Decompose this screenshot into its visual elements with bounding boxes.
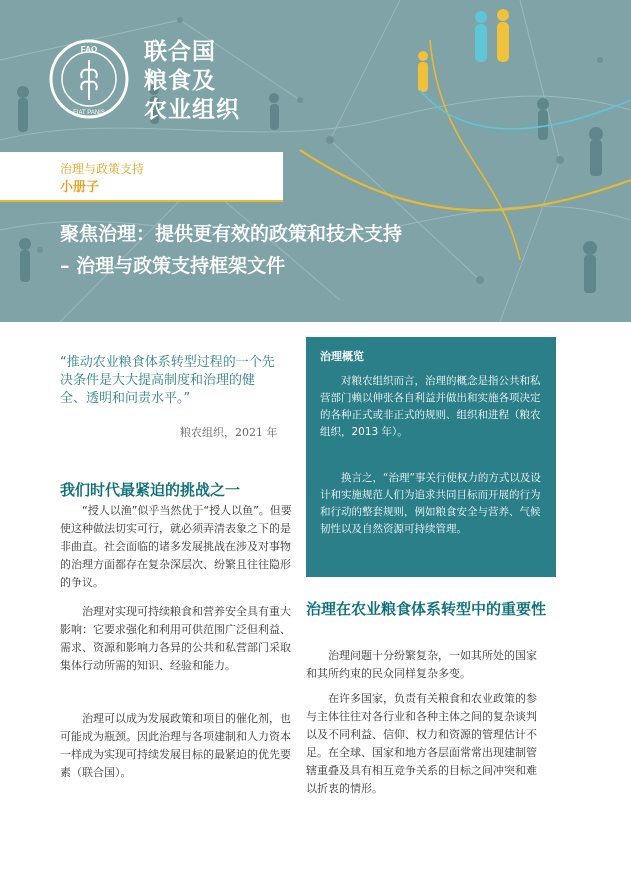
box-paragraph: 换言之，“治理”事关行使权力的方式以及设计和实施规范人们为追求共同目标而开展的行为和行动的整套规则，例如粮食安全与营养、气候韧性以及自然资源可持续管理。 <box>320 472 541 535</box>
organization-name <box>144 38 240 125</box>
pull-quote: “推动农业粮食体系转型过程的一个先决条件是大大提高制度和治理的健全、透明和问责水平。” <box>60 355 275 406</box>
org-name-line: 联合国 <box>144 39 216 65</box>
org-name-line: 粮食及 <box>144 68 216 94</box>
section-heading-challenges: 我们时代最紧迫的挑战之一 <box>60 481 241 499</box>
governance-overview-box <box>306 337 556 577</box>
body-paragraph: 治理对实现可持续粮食和营养安全具有重大影响：它要求强化和利用可供范围广泛但利益、需求、资源和影响力各异的公共和私营部门采取集体行动所需的知识、经验和能力。 <box>60 605 291 672</box>
body-paragraph: 治理问题十分纷繁复杂，一如其所处的国家和其所约束的民众同样复杂多变。 <box>306 649 537 680</box>
body-paragraph: 治理可以成为发展政策和项目的催化剂，也可能成为瓶颈。因此治理与各项建制和人力资本一样成为实现可持续发展目标的最紧迫的优先要素（联合国）。 <box>60 712 291 779</box>
body-paragraph: “授人以渔”似乎当然优于“授人以鱼”。但要使这种做法切实可行，就必须弄清表象之下的是非曲直。社会面临的诸多发展挑战在涉及对事物的治理方面都存在复杂深层次、纷繁且往往隐形的争议。 <box>60 504 292 589</box>
title-line-1: 聚焦治理：提供更有效的政策和技术支持 <box>60 223 403 245</box>
document-type-label: 小册子 <box>60 180 100 195</box>
org-name-line: 农业组织 <box>144 97 240 123</box>
quote-source: 粮农组织，2021 年 <box>180 426 278 439</box>
series-label: 治理与政策支持 <box>60 162 145 176</box>
hero-banner <box>0 0 631 322</box>
logo-letters: FAO <box>80 45 98 54</box>
logo-motto: FIAT PANIS <box>73 110 105 116</box>
box-title: 治理概览 <box>320 350 364 363</box>
section-heading-importance: 治理在农业粮食体系转型中的重要性 <box>306 600 547 618</box>
box-paragraph: 对粮农组织而言，治理的概念是指公共和私营部门赖以伸张各自利益并做出和实施各项决定的各种正式或非正式的规则、组织和进程（粮农组织，2013 年）。 <box>320 375 541 438</box>
fao-logo <box>48 38 130 120</box>
page-title <box>60 218 560 282</box>
body-paragraph: 在许多国家，负责有关粮食和农业政策的参与主体往往对各行业和各种主体之间的复杂谈判以及不同利益、信仰、权力和资源的管理估计不足。在全球、国家和地方各层面常常出现建制管辖重叠及具有相互竞争关系的目标之间冲突和难以折衷的情形。 <box>306 692 537 795</box>
title-line-2: – 治理与政策支持框架文件 <box>60 255 286 277</box>
